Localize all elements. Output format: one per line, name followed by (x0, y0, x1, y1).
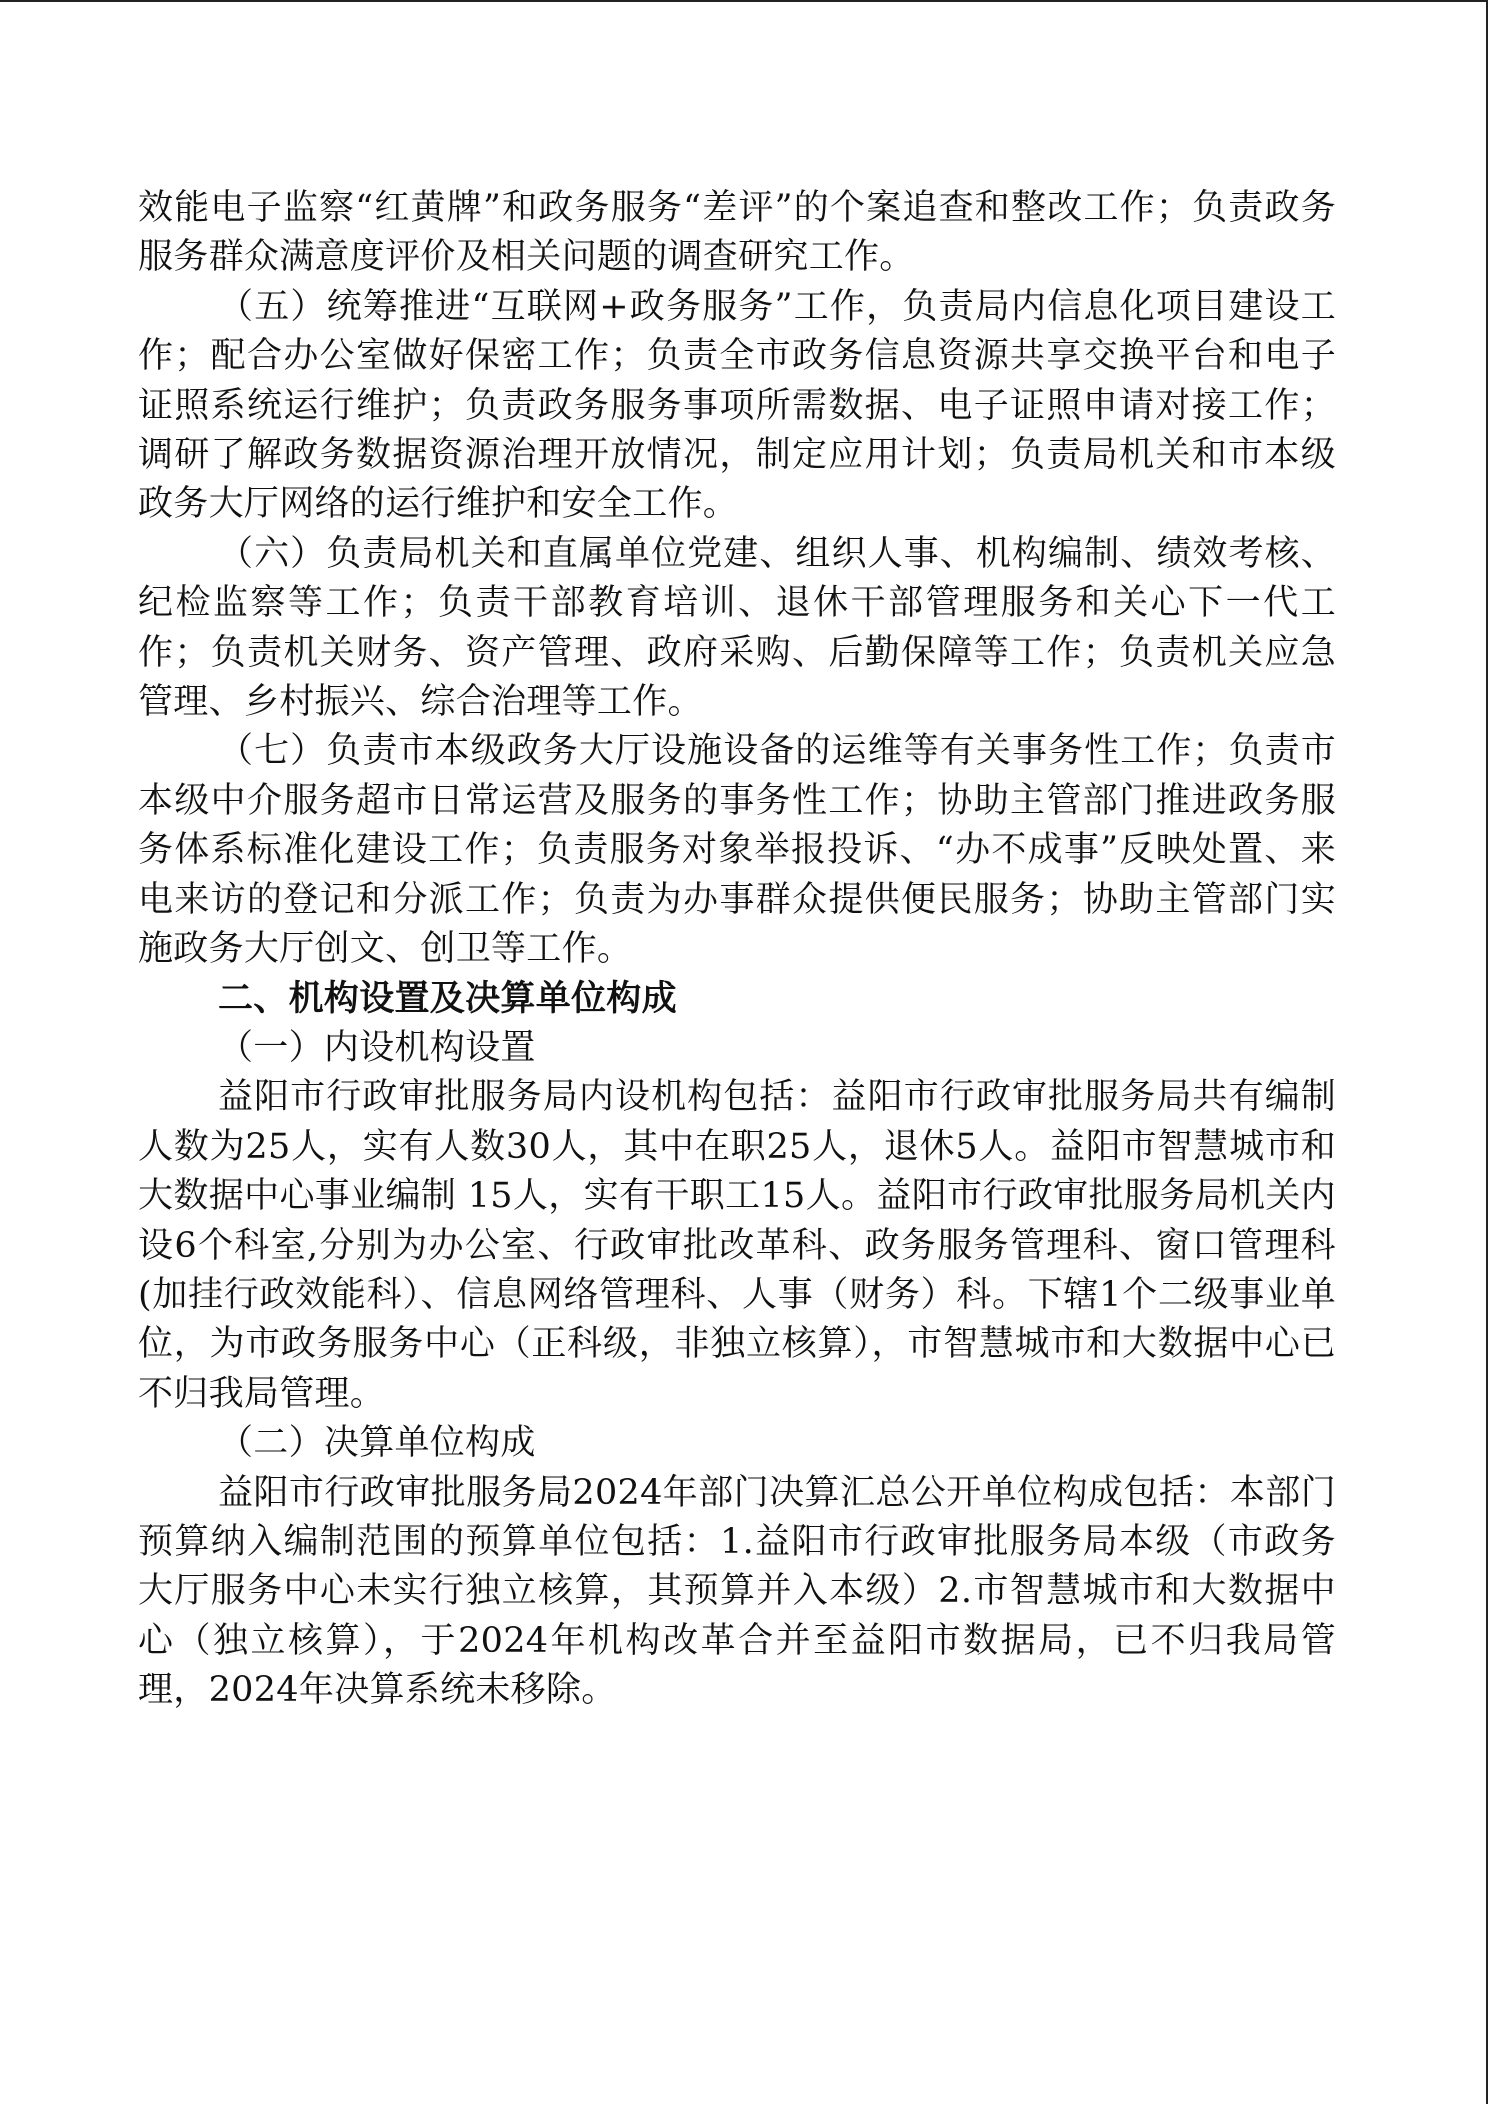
document-body (138, 184, 1336, 1716)
subheading-budget-units: （二）决算单位构成 (218, 1423, 536, 1464)
section-heading-organization: 二、机构设置及决算单位构成 (218, 978, 677, 1019)
paragraph-budget-units: 益阳市行政审批服务局2024年部门决算汇总公开单位构成包括：本部门预算纳入编制范围的预算单位包括：1.益阳市行政审批服务局本级（市政务大厅服务中心未实行独立核算，其预算并入本级）2.市智慧城市和大数据中心（独立核算），于2024年机构改革合并至益阳市数据局，已不归我局管理，2024年决算系统未移除。 (138, 1472, 1336, 1711)
paragraph-duty-7: （七）负责市本级政务大厅设施设备的运维等有关事务性工作；负责市本级中介服务超市日常运营及服务的事务性工作；协助主管部门推进政务服务体系标准化建设工作；负责服务对象举报投诉、“办不成事”反映处置、来电来访的登记和分派工作；负责为办事群众提供便民服务；协助主管部门实施政务大厅创文、创卫等工作。 (138, 731, 1336, 970)
paragraph-duties-continued: 效能电子监察“红黄牌”和政务服务“差评”的个案追查和整改工作；负责政务服务群众满意度评价及相关问题的调查研究工作。 (138, 188, 1336, 278)
subheading-internal-structure: （一）内设机构设置 (218, 1027, 536, 1068)
paragraph-duty-6: （六）负责局机关和直属单位党建、组织人事、机构编制、绩效考核、纪检监察等工作；负责干部教育培训、退休干部管理服务和关心下一代工作；负责机关财务、资产管理、政府采购、后勤保障等工作；负责机关应急管理、乡村振兴、综合治理等工作。 (138, 533, 1336, 723)
paragraph-duty-5: （五）统筹推进“互联网+政务服务”工作，负责局内信息化项目建设工作；配合办公室做好保密工作；负责全市政务信息资源共享交换平台和电子证照系统运行维护；负责政务服务事项所需数据、电子证照申请对接工作；调研了解政务数据资源治理开放情况，制定应用计划；负责局机关和市本级政务大厅网络的运行维护和安全工作。 (138, 286, 1336, 525)
paragraph-internal-structure: 益阳市行政审批服务局内设机构包括：益阳市行政审批服务局共有编制人数为25人，实有人数30人，其中在职25人，退休5人。益阳市智慧城市和大数据中心事业编制 15人，实有干职工15人。益阳市行政审批服务局机关内设6个科室,分别为办公室、行政审批改革科、政务服务管理科、窗口管理科(加挂行政效能科）、信息网络管理科、人事（财务）科。下辖1个二级事业单位，为市政务服务中心（正科级，非独立核算），市智慧城市和大数据中心已不归我局管理。 (138, 1077, 1336, 1414)
